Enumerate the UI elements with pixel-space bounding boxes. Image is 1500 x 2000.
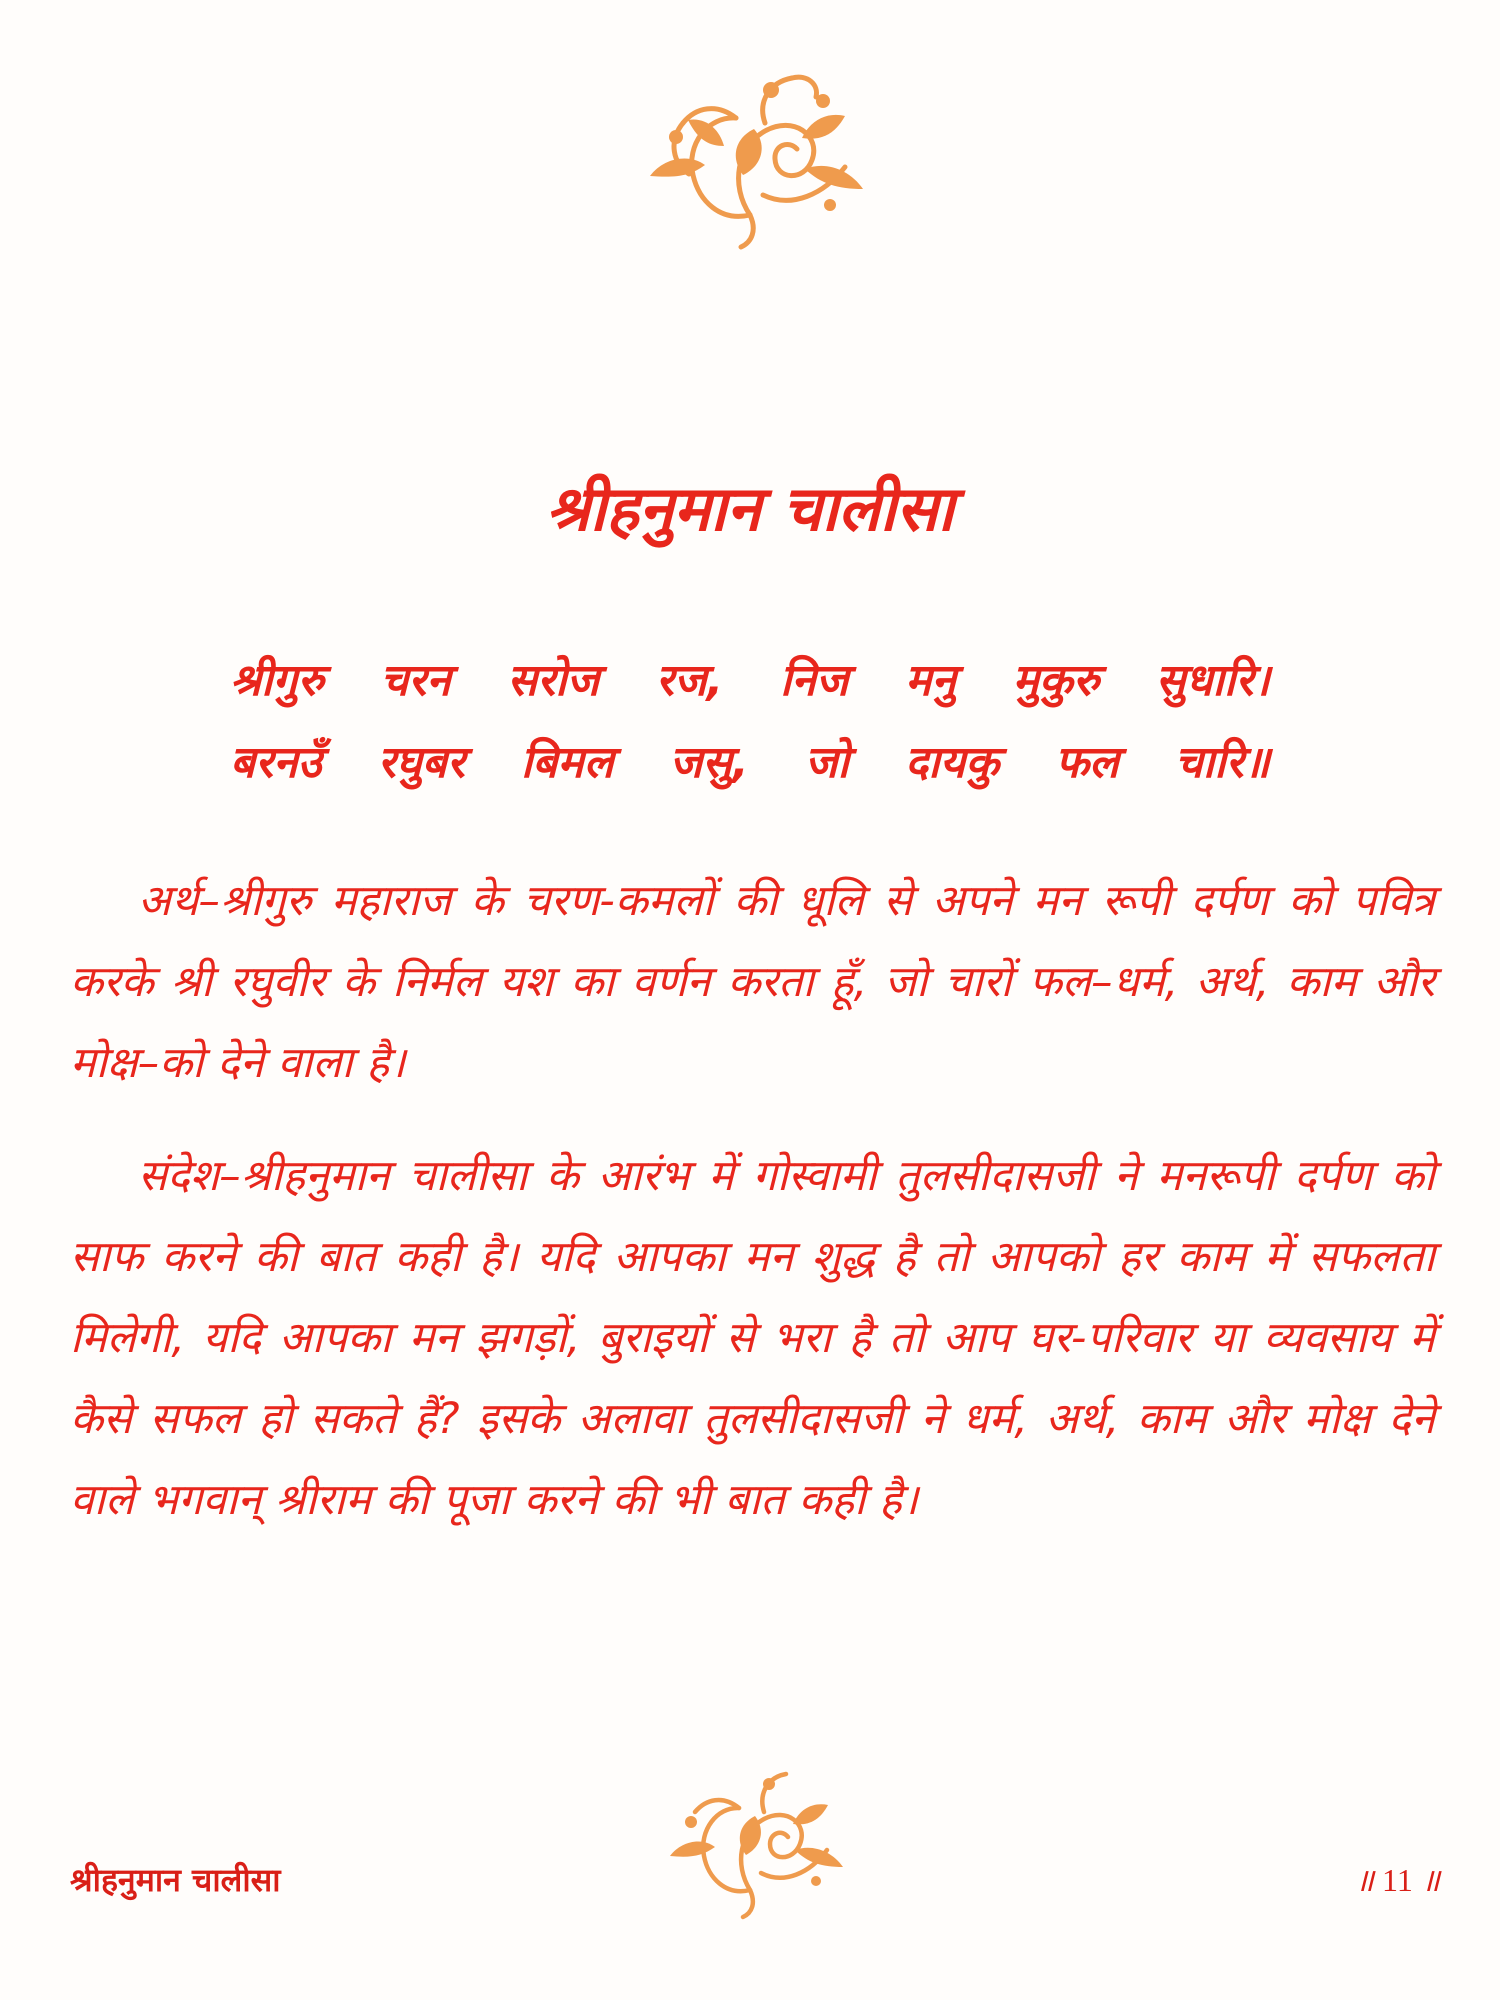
doha-line-1: श्रीगुरु चरन सरोज रज, निज मनु मुकुरु सुधारि। <box>230 655 1270 706</box>
footer-title: श्रीहनुमान चालीसा <box>70 1861 281 1899</box>
page-title: श्रीहनुमान चालीसा <box>546 472 954 545</box>
page-number-value: 11 <box>1382 1862 1413 1898</box>
meaning-paragraph: अर्थ–श्रीगुरु महाराज के चरण-कमलों की धूलि से अपने मन रूपी दर्पण को पवित्र करके श्री रघुवीर के निर्मल यश का वर्णन करता हूँ, जो चारों फल–धर्म, अर्थ, काम और मोक्ष–को देने वाला है। <box>70 876 1435 1088</box>
floral-ornament-bottom <box>650 1760 850 1920</box>
page-marker-left: ॥ <box>1354 1862 1375 1898</box>
floral-ornament-top <box>625 65 875 250</box>
page-number <box>1355 1858 1440 1901</box>
doha-line-2: बरनउँ रघुबर बिमल जसु, जो दायकु फल चारि॥ <box>230 737 1270 788</box>
message-paragraph: संदेश–श्रीहनुमान चालीसा के आरंभ में गोस्वामी तुलसीदासजी ने मनरूपी दर्पण को साफ करने की बात कही है। यदि आपका मन शुद्ध है तो आपको हर काम में सफलता मिलेगी, यदि आपका मन झगड़ों, बुराइयों से भरा है तो आप घर-परिवार या व्यवसाय में कैसे सफल हो सकते हैं? इसके अलावा तुलसीदासजी ने धर्म, अर्थ, काम और मोक्ष देने वाले भगवान् श्रीराम की पूजा करने की भी बात कही है। <box>70 1151 1435 1525</box>
page-marker-right: ॥ <box>1420 1862 1440 1898</box>
